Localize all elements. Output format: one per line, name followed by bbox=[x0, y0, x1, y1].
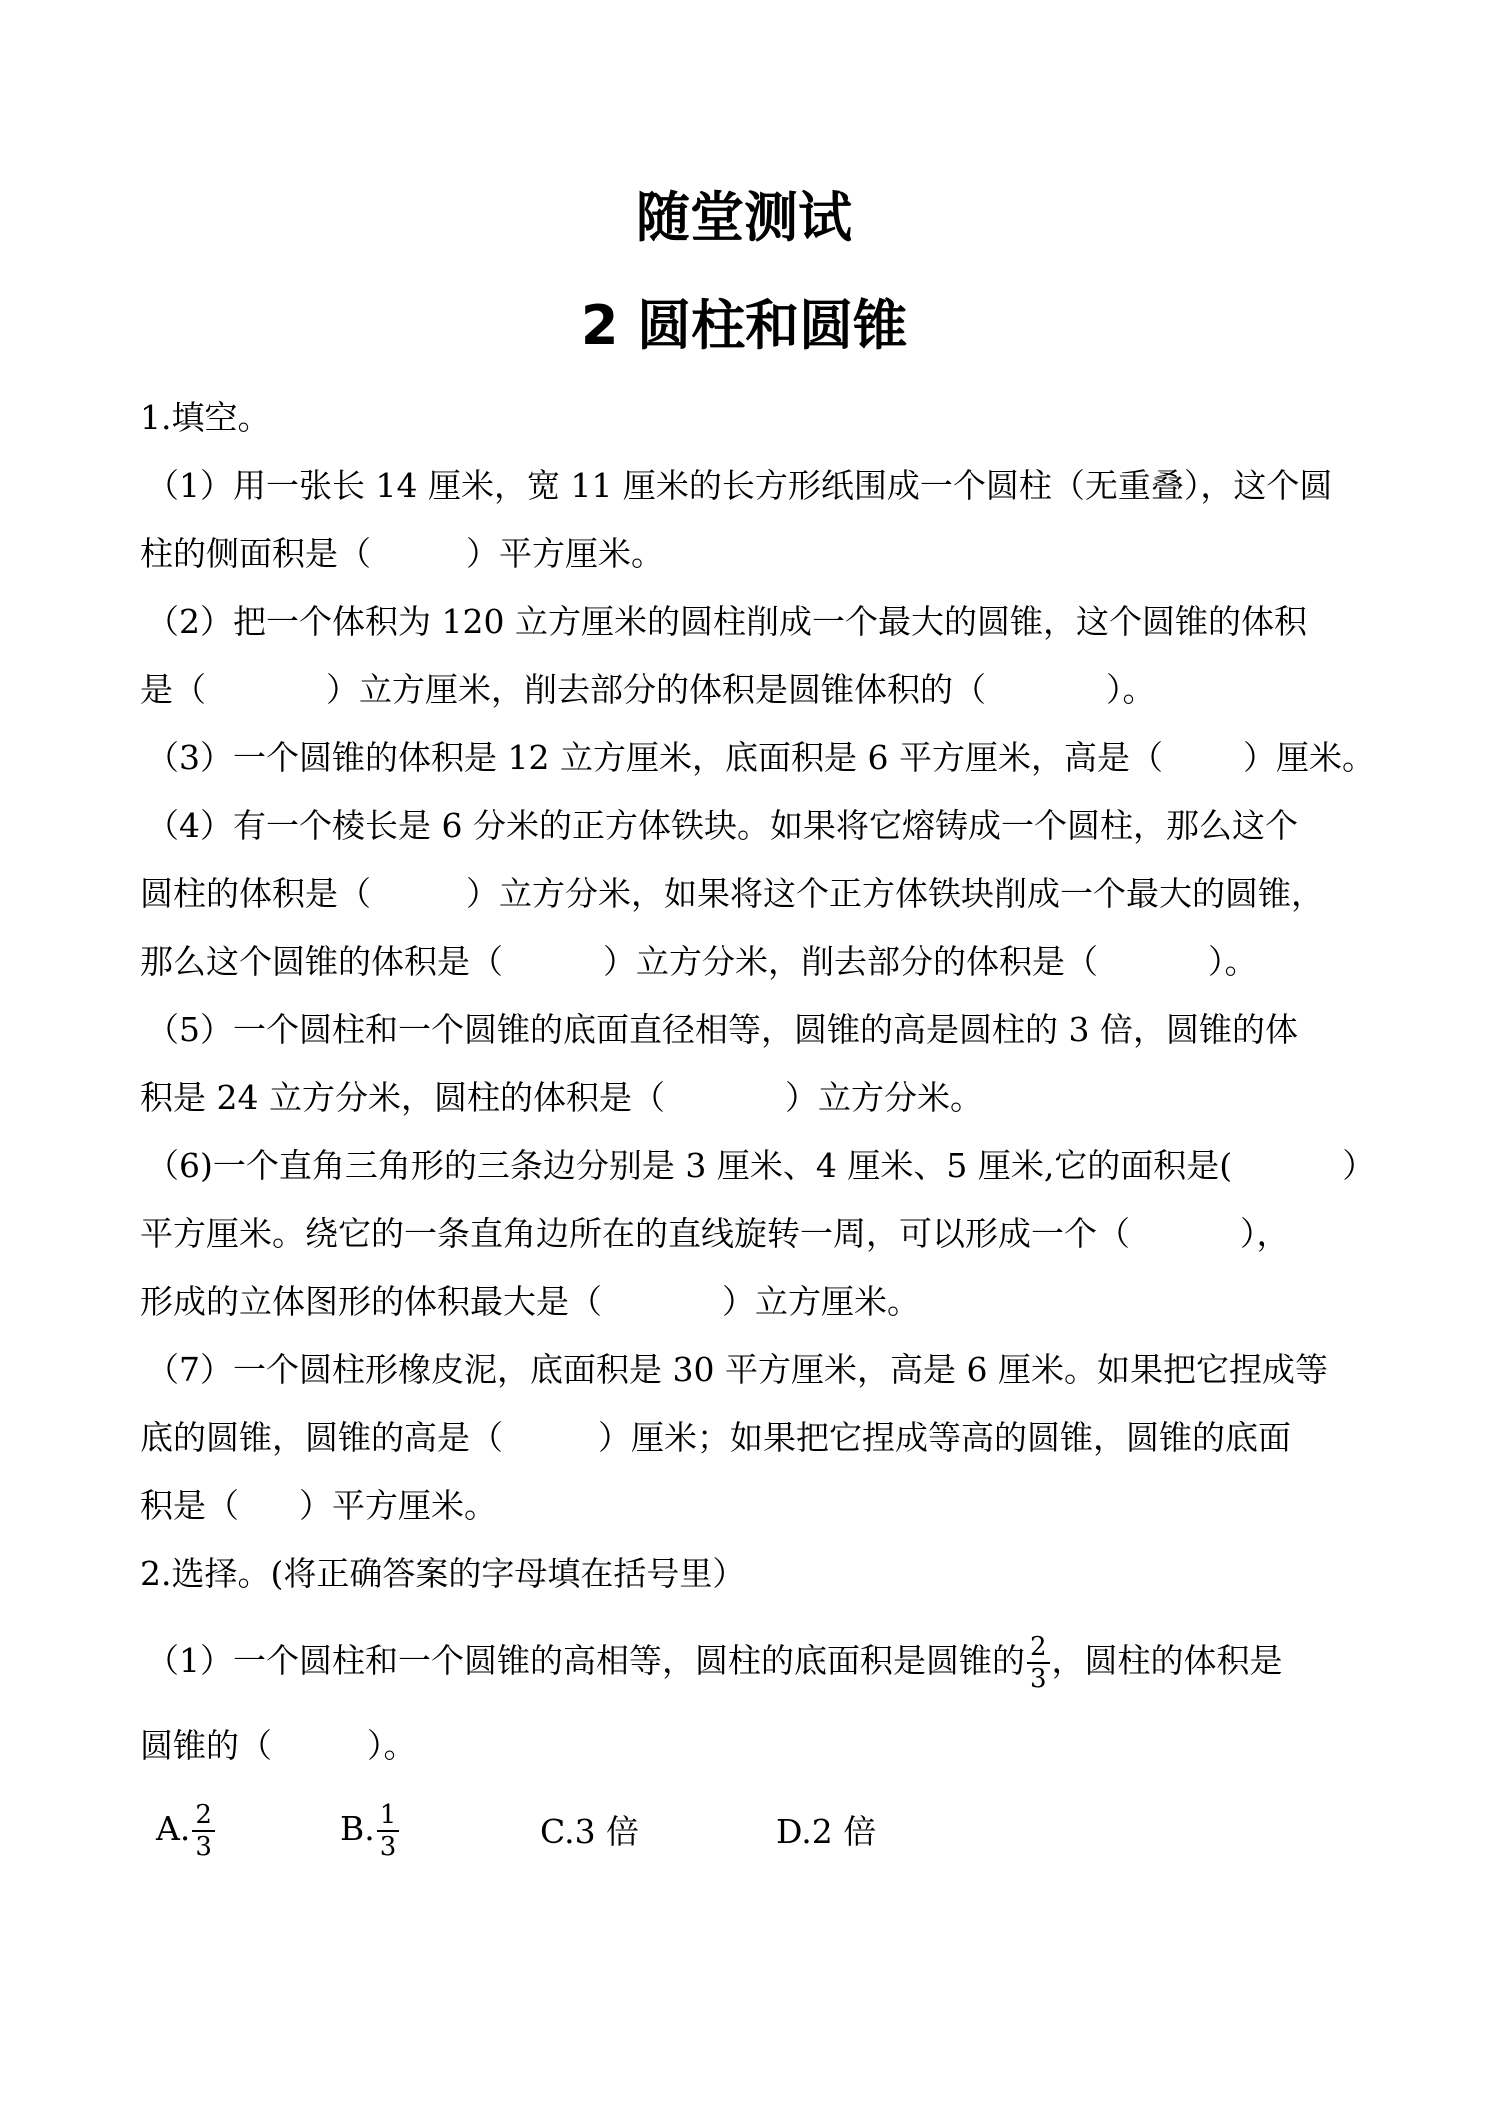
q2-1-fraction bbox=[1027, 1632, 1050, 1694]
q1-6-line1 bbox=[146, 1146, 1376, 1186]
q1-4-line1: （4）有一个棱长是 6 分米的正方体铁块。如果将它熔铸成一个圆柱，那么这个 bbox=[146, 806, 1298, 845]
option-a-denominator: 3 bbox=[195, 1832, 212, 1862]
q1-2-text-c: ）。 bbox=[1106, 670, 1156, 709]
q2-1-line2 bbox=[140, 1726, 1360, 1766]
q2-1-fraction-numerator: 2 bbox=[1027, 1632, 1050, 1664]
q1-5-line2 bbox=[140, 1078, 1360, 1118]
q1-3-text-a: （3）一个圆锥的体积是 12 立方厘米，底面积是 6 平方厘米，高是（ bbox=[146, 738, 1163, 777]
option-b-fraction bbox=[377, 1800, 400, 1862]
q1-5-text-b: ）立方分米。 bbox=[784, 1078, 983, 1117]
q1-7-text-d: ）平方厘米。 bbox=[299, 1486, 497, 1525]
q1-1-text-a: 柱的侧面积是（ bbox=[140, 534, 371, 573]
option-b-denominator: 3 bbox=[379, 1832, 397, 1862]
option-a-label: A. bbox=[156, 1809, 191, 1848]
option-d[interactable]: D.2 倍 bbox=[776, 1812, 877, 1851]
option-b[interactable] bbox=[340, 1800, 401, 1862]
q1-4-text-e: ）。 bbox=[1208, 942, 1258, 981]
page-title: 随堂测试 bbox=[636, 186, 852, 249]
q2-1-text-a: （1）一个圆柱和一个圆锥的高相等，圆柱的底面积是圆锥的 bbox=[146, 1641, 1025, 1680]
q1-7-text-c: 积是（ bbox=[140, 1486, 239, 1525]
q1-5-text-a: 积是 24 立方分米，圆柱的体积是（ bbox=[140, 1078, 665, 1117]
q1-2-line1: （2）把一个体积为 120 立方厘米的圆柱削成一个最大的圆锥，这个圆锥的体积 bbox=[146, 602, 1307, 641]
q1-2-text-a: 是（ bbox=[140, 670, 206, 709]
q1-7-line3 bbox=[140, 1486, 1360, 1526]
q1-7-line2 bbox=[140, 1418, 1360, 1458]
q1-6-text-b: ） bbox=[1342, 1146, 1376, 1185]
q1-2-text-b: ）立方厘米，削去部分的体积是圆锥体积的（ bbox=[326, 670, 986, 709]
q1-7-text-b: ）厘米；如果把它捏成等高的圆锥，圆锥的底面 bbox=[598, 1418, 1291, 1457]
q1-3-text-b: ）厘米。 bbox=[1242, 738, 1375, 777]
option-b-label: B. bbox=[340, 1809, 375, 1848]
option-b-numerator: 1 bbox=[377, 1800, 400, 1832]
q2-1-text-b: ，圆柱的体积是 bbox=[1051, 1641, 1283, 1680]
section2-heading: 2.选择。(将正确答案的字母填在括号里） bbox=[140, 1554, 746, 1593]
q1-6-text-e: 形成的立体图形的体积最大是（ bbox=[140, 1282, 602, 1321]
q1-4-line3 bbox=[140, 942, 1360, 982]
q1-6-text-c: 平方厘米。绕它的一条直角边所在的直线旋转一周，可以形成一个（ bbox=[140, 1214, 1130, 1253]
q1-4-text-a: 圆柱的体积是（ bbox=[140, 874, 371, 913]
q2-1-fraction-denominator: 3 bbox=[1030, 1664, 1047, 1694]
q2-1-text-c: 圆锥的（ bbox=[140, 1726, 272, 1765]
q1-1-line1: （1）用一张长 14 厘米，宽 11 厘米的长方形纸围成一个圆柱（无重叠），这个圆 bbox=[146, 466, 1333, 505]
q1-5-line1: （5）一个圆柱和一个圆锥的底面直径相等，圆锥的高是圆柱的 3 倍，圆锥的体 bbox=[146, 1010, 1298, 1049]
q1-7-line1: （7）一个圆柱形橡皮泥，底面积是 30 平方厘米，高是 6 厘米。如果把它捏成等 bbox=[146, 1350, 1328, 1389]
option-a-fraction bbox=[192, 1800, 215, 1862]
option-c[interactable]: C.3 倍 bbox=[540, 1812, 640, 1851]
section1-heading: 1.填空。 bbox=[140, 398, 271, 437]
q1-3-line1 bbox=[146, 738, 1375, 778]
q1-6-text-d: ）， bbox=[1240, 1214, 1290, 1253]
q1-1-line2 bbox=[140, 534, 1360, 574]
q1-4-text-d: ）立方分米，削去部分的体积是（ bbox=[603, 942, 1098, 981]
option-a[interactable] bbox=[156, 1800, 217, 1862]
q1-7-text-a: 底的圆锥，圆锥的高是（ bbox=[140, 1418, 503, 1457]
q1-4-text-c: 那么这个圆锥的体积是（ bbox=[140, 942, 503, 981]
q1-4-line2 bbox=[140, 874, 1360, 914]
option-a-numerator: 2 bbox=[192, 1800, 215, 1832]
q2-1-line1 bbox=[146, 1632, 1366, 1694]
q1-6-line2 bbox=[140, 1214, 1360, 1254]
q1-4-text-b: ）立方分米，如果将这个正方体铁块削成一个最大的圆锥， bbox=[466, 874, 1324, 913]
q1-1-text-b: ）平方厘米。 bbox=[466, 534, 664, 573]
page-subtitle: 2 圆柱和圆锥 bbox=[580, 294, 908, 357]
q1-6-line3 bbox=[140, 1282, 1360, 1322]
q1-6-text-f: ）立方厘米。 bbox=[722, 1282, 920, 1321]
q2-1-text-d: ）。 bbox=[367, 1726, 417, 1765]
q1-6-text-a: （6)一个直角三角形的三条边分别是 3 厘米、4 厘米、5 厘米,它的面积是( bbox=[146, 1146, 1233, 1185]
q1-2-line2 bbox=[140, 670, 1360, 710]
